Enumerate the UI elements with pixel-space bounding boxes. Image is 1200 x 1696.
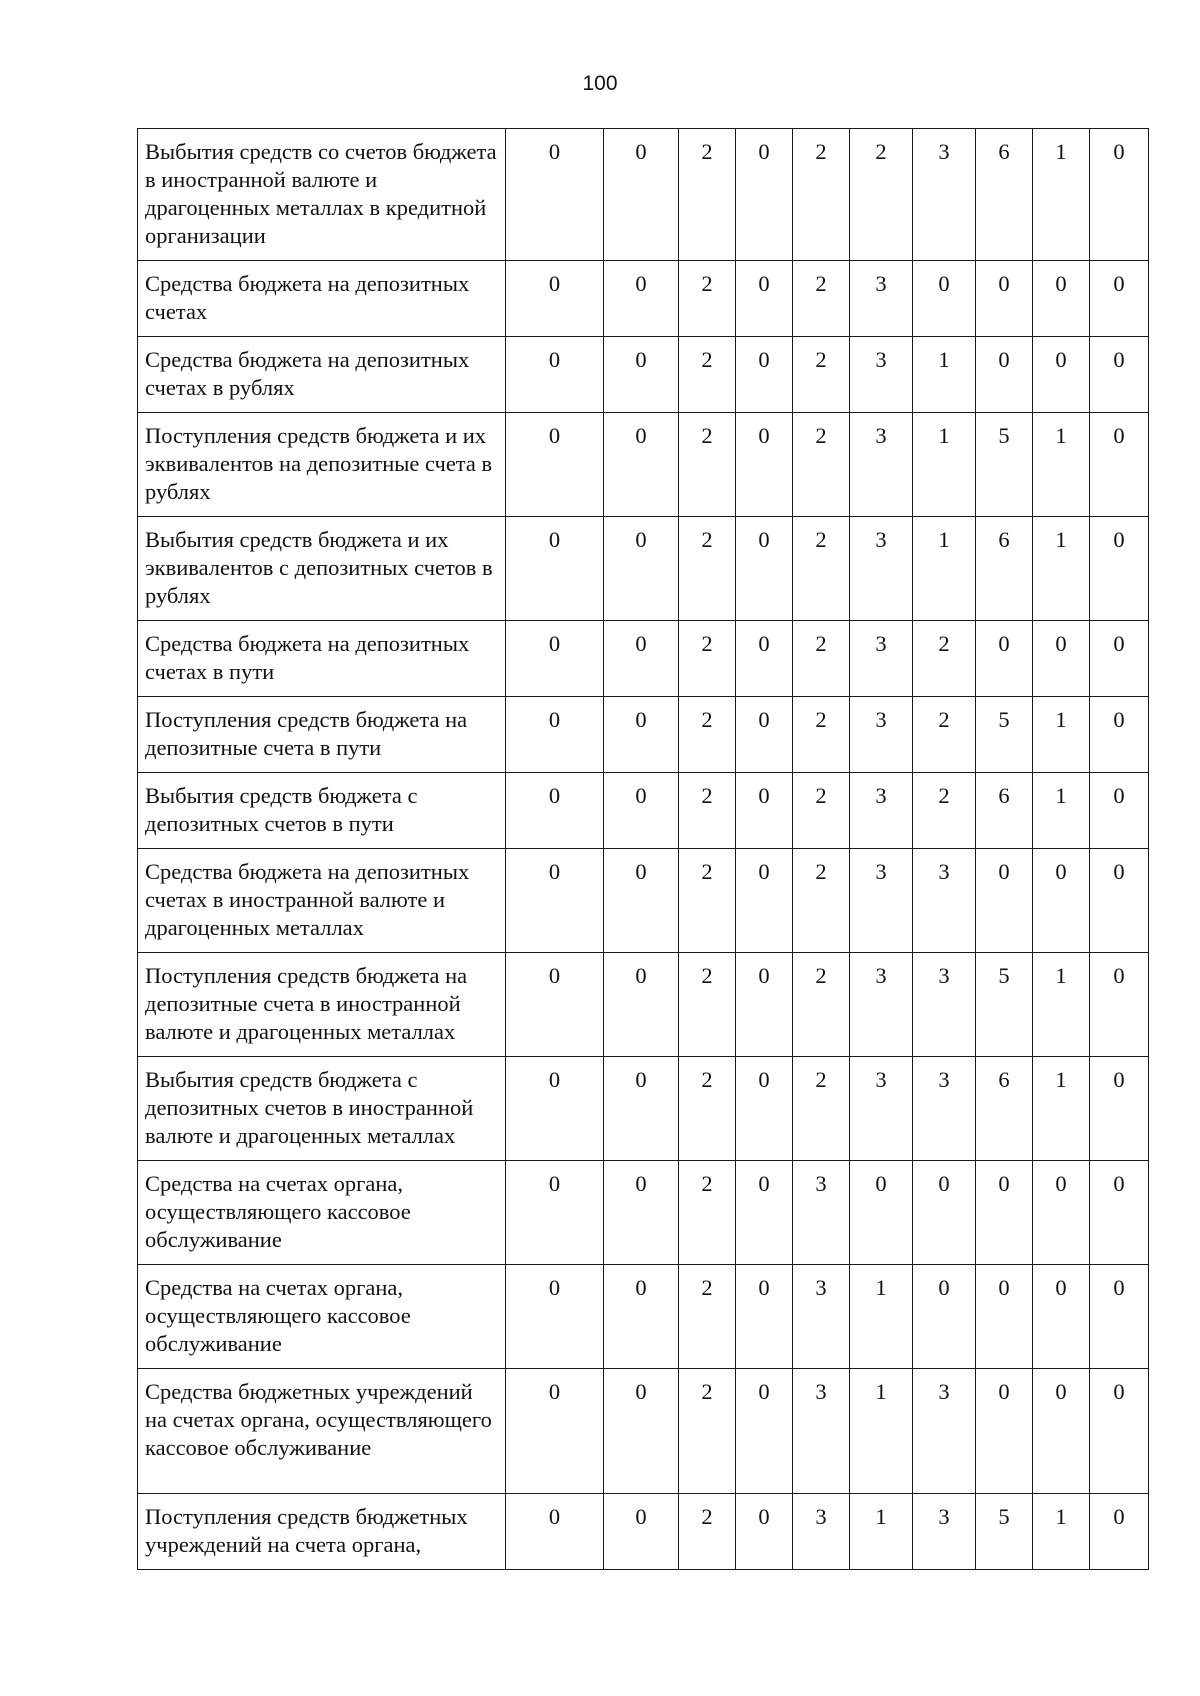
page-number: 100 <box>582 72 618 95</box>
code-digit-cell: 3 <box>850 697 913 773</box>
code-digit-cell: 6 <box>976 773 1033 849</box>
code-digit-cell: 6 <box>976 1057 1033 1161</box>
code-digit-cell: 0 <box>976 849 1033 953</box>
code-digit-cell: 0 <box>604 129 679 261</box>
code-digit-cell: 3 <box>913 1057 976 1161</box>
code-digit-cell: 2 <box>793 261 850 337</box>
code-digit-cell: 0 <box>506 1369 604 1494</box>
code-digit-cell: 0 <box>1033 621 1090 697</box>
code-digit-cell: 0 <box>1090 413 1149 517</box>
code-digit-cell: 2 <box>793 621 850 697</box>
code-digit-cell: 0 <box>736 621 793 697</box>
code-digit-cell: 3 <box>793 1369 850 1494</box>
code-digit-cell: 0 <box>506 697 604 773</box>
code-digit-cell: 2 <box>679 773 736 849</box>
code-digit-cell: 0 <box>604 1494 679 1570</box>
code-digit-cell: 0 <box>736 413 793 517</box>
table-row <box>138 413 1149 517</box>
code-digit-cell: 0 <box>976 1369 1033 1494</box>
code-digit-cell: 0 <box>1090 849 1149 953</box>
code-digit-cell: 0 <box>506 1265 604 1369</box>
code-digit-cell: 1 <box>850 1265 913 1369</box>
code-digit-cell: 0 <box>1033 1369 1090 1494</box>
code-digit-cell: 5 <box>976 697 1033 773</box>
code-digit-cell: 0 <box>1090 337 1149 413</box>
code-digit-cell: 3 <box>913 953 976 1057</box>
code-digit-cell: 0 <box>1090 261 1149 337</box>
code-digit-cell: 2 <box>793 1057 850 1161</box>
code-digit-cell: 2 <box>679 129 736 261</box>
code-digit-cell: 0 <box>1090 621 1149 697</box>
code-digit-cell: 2 <box>679 1057 736 1161</box>
code-digit-cell: 3 <box>850 261 913 337</box>
code-digit-cell: 0 <box>976 621 1033 697</box>
code-digit-cell: 0 <box>506 1494 604 1570</box>
row-name-cell: Выбытия средств со счетов бюджета в иностранной валюте и драгоценных металлах в кредитной организации <box>138 129 506 261</box>
code-digit-cell: 0 <box>604 413 679 517</box>
code-digit-cell: 2 <box>679 261 736 337</box>
row-name-cell: Поступления средств бюджета на депозитные счета в пути <box>138 697 506 773</box>
code-digit-cell: 0 <box>913 261 976 337</box>
table-row <box>138 261 1149 337</box>
code-digit-cell: 0 <box>736 129 793 261</box>
code-digit-cell: 1 <box>1033 517 1090 621</box>
code-digit-cell: 0 <box>604 261 679 337</box>
table-row <box>138 697 1149 773</box>
code-digit-cell: 2 <box>913 773 976 849</box>
code-digit-cell: 0 <box>604 337 679 413</box>
code-digit-cell: 0 <box>1090 1494 1149 1570</box>
row-name-cell: Средства на счетах органа, осуществляющего кассовое обслуживание <box>138 1265 506 1369</box>
code-digit-cell: 0 <box>506 413 604 517</box>
code-digit-cell: 0 <box>736 849 793 953</box>
code-digit-cell: 3 <box>793 1265 850 1369</box>
code-digit-cell: 0 <box>736 1161 793 1265</box>
code-digit-cell: 0 <box>1033 261 1090 337</box>
code-digit-cell: 2 <box>793 517 850 621</box>
code-digit-cell: 0 <box>736 517 793 621</box>
code-digit-cell: 2 <box>679 697 736 773</box>
row-name-cell: Поступления средств бюджетных учреждений на счета органа, <box>138 1494 506 1570</box>
code-digit-cell: 0 <box>1033 849 1090 953</box>
row-name-cell: Средства бюджетных учреждений на счетах органа, осуществляющего кассовое обслуживание <box>138 1369 506 1494</box>
row-name-cell: Выбытия средств бюджета с депозитных счетов в пути <box>138 773 506 849</box>
table-row <box>138 1494 1149 1570</box>
code-digit-cell: 2 <box>793 337 850 413</box>
code-digit-cell: 0 <box>604 1369 679 1494</box>
code-digit-cell: 0 <box>736 953 793 1057</box>
code-digit-cell: 3 <box>850 773 913 849</box>
code-digit-cell: 1 <box>850 1494 913 1570</box>
code-digit-cell: 0 <box>736 1057 793 1161</box>
table-row <box>138 773 1149 849</box>
code-digit-cell: 2 <box>679 953 736 1057</box>
code-digit-cell: 0 <box>506 517 604 621</box>
table-row <box>138 953 1149 1057</box>
code-digit-cell: 0 <box>976 1265 1033 1369</box>
code-digit-cell: 5 <box>976 953 1033 1057</box>
row-name-cell: Средства бюджета на депозитных счетах в рублях <box>138 337 506 413</box>
code-digit-cell: 0 <box>1090 1057 1149 1161</box>
code-digit-cell: 0 <box>1090 1265 1149 1369</box>
code-digit-cell: 0 <box>1090 953 1149 1057</box>
code-digit-cell: 2 <box>793 773 850 849</box>
code-digit-cell: 3 <box>913 129 976 261</box>
code-digit-cell: 6 <box>976 129 1033 261</box>
code-digit-cell: 1 <box>913 413 976 517</box>
row-name-cell: Выбытия средств бюджета и их эквивалентов с депозитных счетов в рублях <box>138 517 506 621</box>
table-row <box>138 1369 1149 1494</box>
code-digit-cell: 6 <box>976 517 1033 621</box>
code-digit-cell: 0 <box>604 517 679 621</box>
code-digit-cell: 2 <box>793 129 850 261</box>
code-digit-cell: 2 <box>679 621 736 697</box>
row-name-cell: Средства бюджета на депозитных счетах в иностранной валюте и драгоценных металлах <box>138 849 506 953</box>
code-digit-cell: 1 <box>1033 129 1090 261</box>
code-digit-cell: 3 <box>850 953 913 1057</box>
code-digit-cell: 1 <box>1033 773 1090 849</box>
code-digit-cell: 0 <box>736 337 793 413</box>
code-digit-cell: 0 <box>506 261 604 337</box>
table-row <box>138 621 1149 697</box>
code-digit-cell: 1 <box>1033 953 1090 1057</box>
code-digit-cell: 0 <box>506 129 604 261</box>
code-digit-cell: 1 <box>1033 1057 1090 1161</box>
code-digit-cell: 2 <box>913 697 976 773</box>
code-digit-cell: 2 <box>679 1161 736 1265</box>
code-digit-cell: 0 <box>736 1265 793 1369</box>
code-digit-cell: 3 <box>793 1161 850 1265</box>
code-digit-cell: 0 <box>506 773 604 849</box>
code-digit-cell: 0 <box>736 1494 793 1570</box>
code-digit-cell: 3 <box>850 849 913 953</box>
code-digit-cell: 5 <box>976 413 1033 517</box>
table-body <box>138 129 1149 1570</box>
code-digit-cell: 0 <box>850 1161 913 1265</box>
code-digit-cell: 0 <box>604 1265 679 1369</box>
code-digit-cell: 2 <box>850 129 913 261</box>
code-digit-cell: 0 <box>506 337 604 413</box>
code-digit-cell: 0 <box>1090 517 1149 621</box>
code-digit-cell: 1 <box>913 337 976 413</box>
code-digit-cell: 1 <box>850 1369 913 1494</box>
code-digit-cell: 0 <box>506 953 604 1057</box>
code-digit-cell: 0 <box>604 773 679 849</box>
code-digit-cell: 0 <box>604 849 679 953</box>
code-digit-cell: 0 <box>1090 129 1149 261</box>
code-digit-cell: 2 <box>793 953 850 1057</box>
code-digit-cell: 0 <box>913 1161 976 1265</box>
code-digit-cell: 0 <box>1033 337 1090 413</box>
code-digit-cell: 0 <box>1090 773 1149 849</box>
row-name-cell: Поступления средств бюджета и их эквивалентов на депозитные счета в рублях <box>138 413 506 517</box>
code-digit-cell: 2 <box>679 517 736 621</box>
code-digit-cell: 0 <box>506 1161 604 1265</box>
code-digit-cell: 3 <box>793 1494 850 1570</box>
code-digit-cell: 0 <box>604 1057 679 1161</box>
account-codes-table <box>137 128 1149 1570</box>
row-name-cell: Средства на счетах органа, осуществляющего кассовое обслуживание <box>138 1161 506 1265</box>
table-row <box>138 517 1149 621</box>
table-row <box>138 129 1149 261</box>
row-name-cell: Средства бюджета на депозитных счетах в пути <box>138 621 506 697</box>
code-digit-cell: 2 <box>793 849 850 953</box>
code-digit-cell: 3 <box>850 1057 913 1161</box>
row-name-cell: Поступления средств бюджета на депозитные счета в иностранной валюте и драгоценных металлах <box>138 953 506 1057</box>
row-name-cell: Средства бюджета на депозитных счетах <box>138 261 506 337</box>
code-digit-cell: 2 <box>679 849 736 953</box>
code-digit-cell: 2 <box>793 413 850 517</box>
code-digit-cell: 3 <box>850 621 913 697</box>
table-row <box>138 1057 1149 1161</box>
code-digit-cell: 2 <box>679 1494 736 1570</box>
code-digit-cell: 0 <box>604 953 679 1057</box>
code-digit-cell: 0 <box>913 1265 976 1369</box>
code-digit-cell: 0 <box>976 1161 1033 1265</box>
table-row <box>138 1161 1149 1265</box>
table-row <box>138 849 1149 953</box>
row-name-cell: Выбытия средств бюджета с депозитных счетов в иностранной валюте и драгоценных металлах <box>138 1057 506 1161</box>
code-digit-cell: 0 <box>604 621 679 697</box>
code-digit-cell: 0 <box>1090 1161 1149 1265</box>
code-digit-cell: 0 <box>604 1161 679 1265</box>
table-row <box>138 337 1149 413</box>
code-digit-cell: 0 <box>976 261 1033 337</box>
code-digit-cell: 0 <box>506 849 604 953</box>
code-digit-cell: 1 <box>1033 697 1090 773</box>
code-digit-cell: 0 <box>1033 1161 1090 1265</box>
code-digit-cell: 0 <box>506 621 604 697</box>
code-digit-cell: 3 <box>850 413 913 517</box>
code-digit-cell: 2 <box>679 1265 736 1369</box>
code-digit-cell: 3 <box>913 849 976 953</box>
code-digit-cell: 2 <box>679 1369 736 1494</box>
table-row <box>138 1265 1149 1369</box>
code-digit-cell: 0 <box>736 697 793 773</box>
code-digit-cell: 0 <box>1033 1265 1090 1369</box>
code-digit-cell: 5 <box>976 1494 1033 1570</box>
code-digit-cell: 3 <box>913 1494 976 1570</box>
code-digit-cell: 0 <box>1090 1369 1149 1494</box>
code-digit-cell: 1 <box>913 517 976 621</box>
code-digit-cell: 0 <box>604 697 679 773</box>
code-digit-cell: 2 <box>793 697 850 773</box>
code-digit-cell: 3 <box>850 337 913 413</box>
code-digit-cell: 2 <box>913 621 976 697</box>
code-digit-cell: 2 <box>679 337 736 413</box>
code-digit-cell: 2 <box>679 413 736 517</box>
code-digit-cell: 3 <box>850 517 913 621</box>
code-digit-cell: 0 <box>976 337 1033 413</box>
code-digit-cell: 0 <box>736 261 793 337</box>
code-digit-cell: 0 <box>736 1369 793 1494</box>
code-digit-cell: 1 <box>1033 1494 1090 1570</box>
code-digit-cell: 3 <box>913 1369 976 1494</box>
code-digit-cell: 0 <box>736 773 793 849</box>
code-digit-cell: 1 <box>1033 413 1090 517</box>
code-digit-cell: 0 <box>506 1057 604 1161</box>
code-digit-cell: 0 <box>1090 697 1149 773</box>
